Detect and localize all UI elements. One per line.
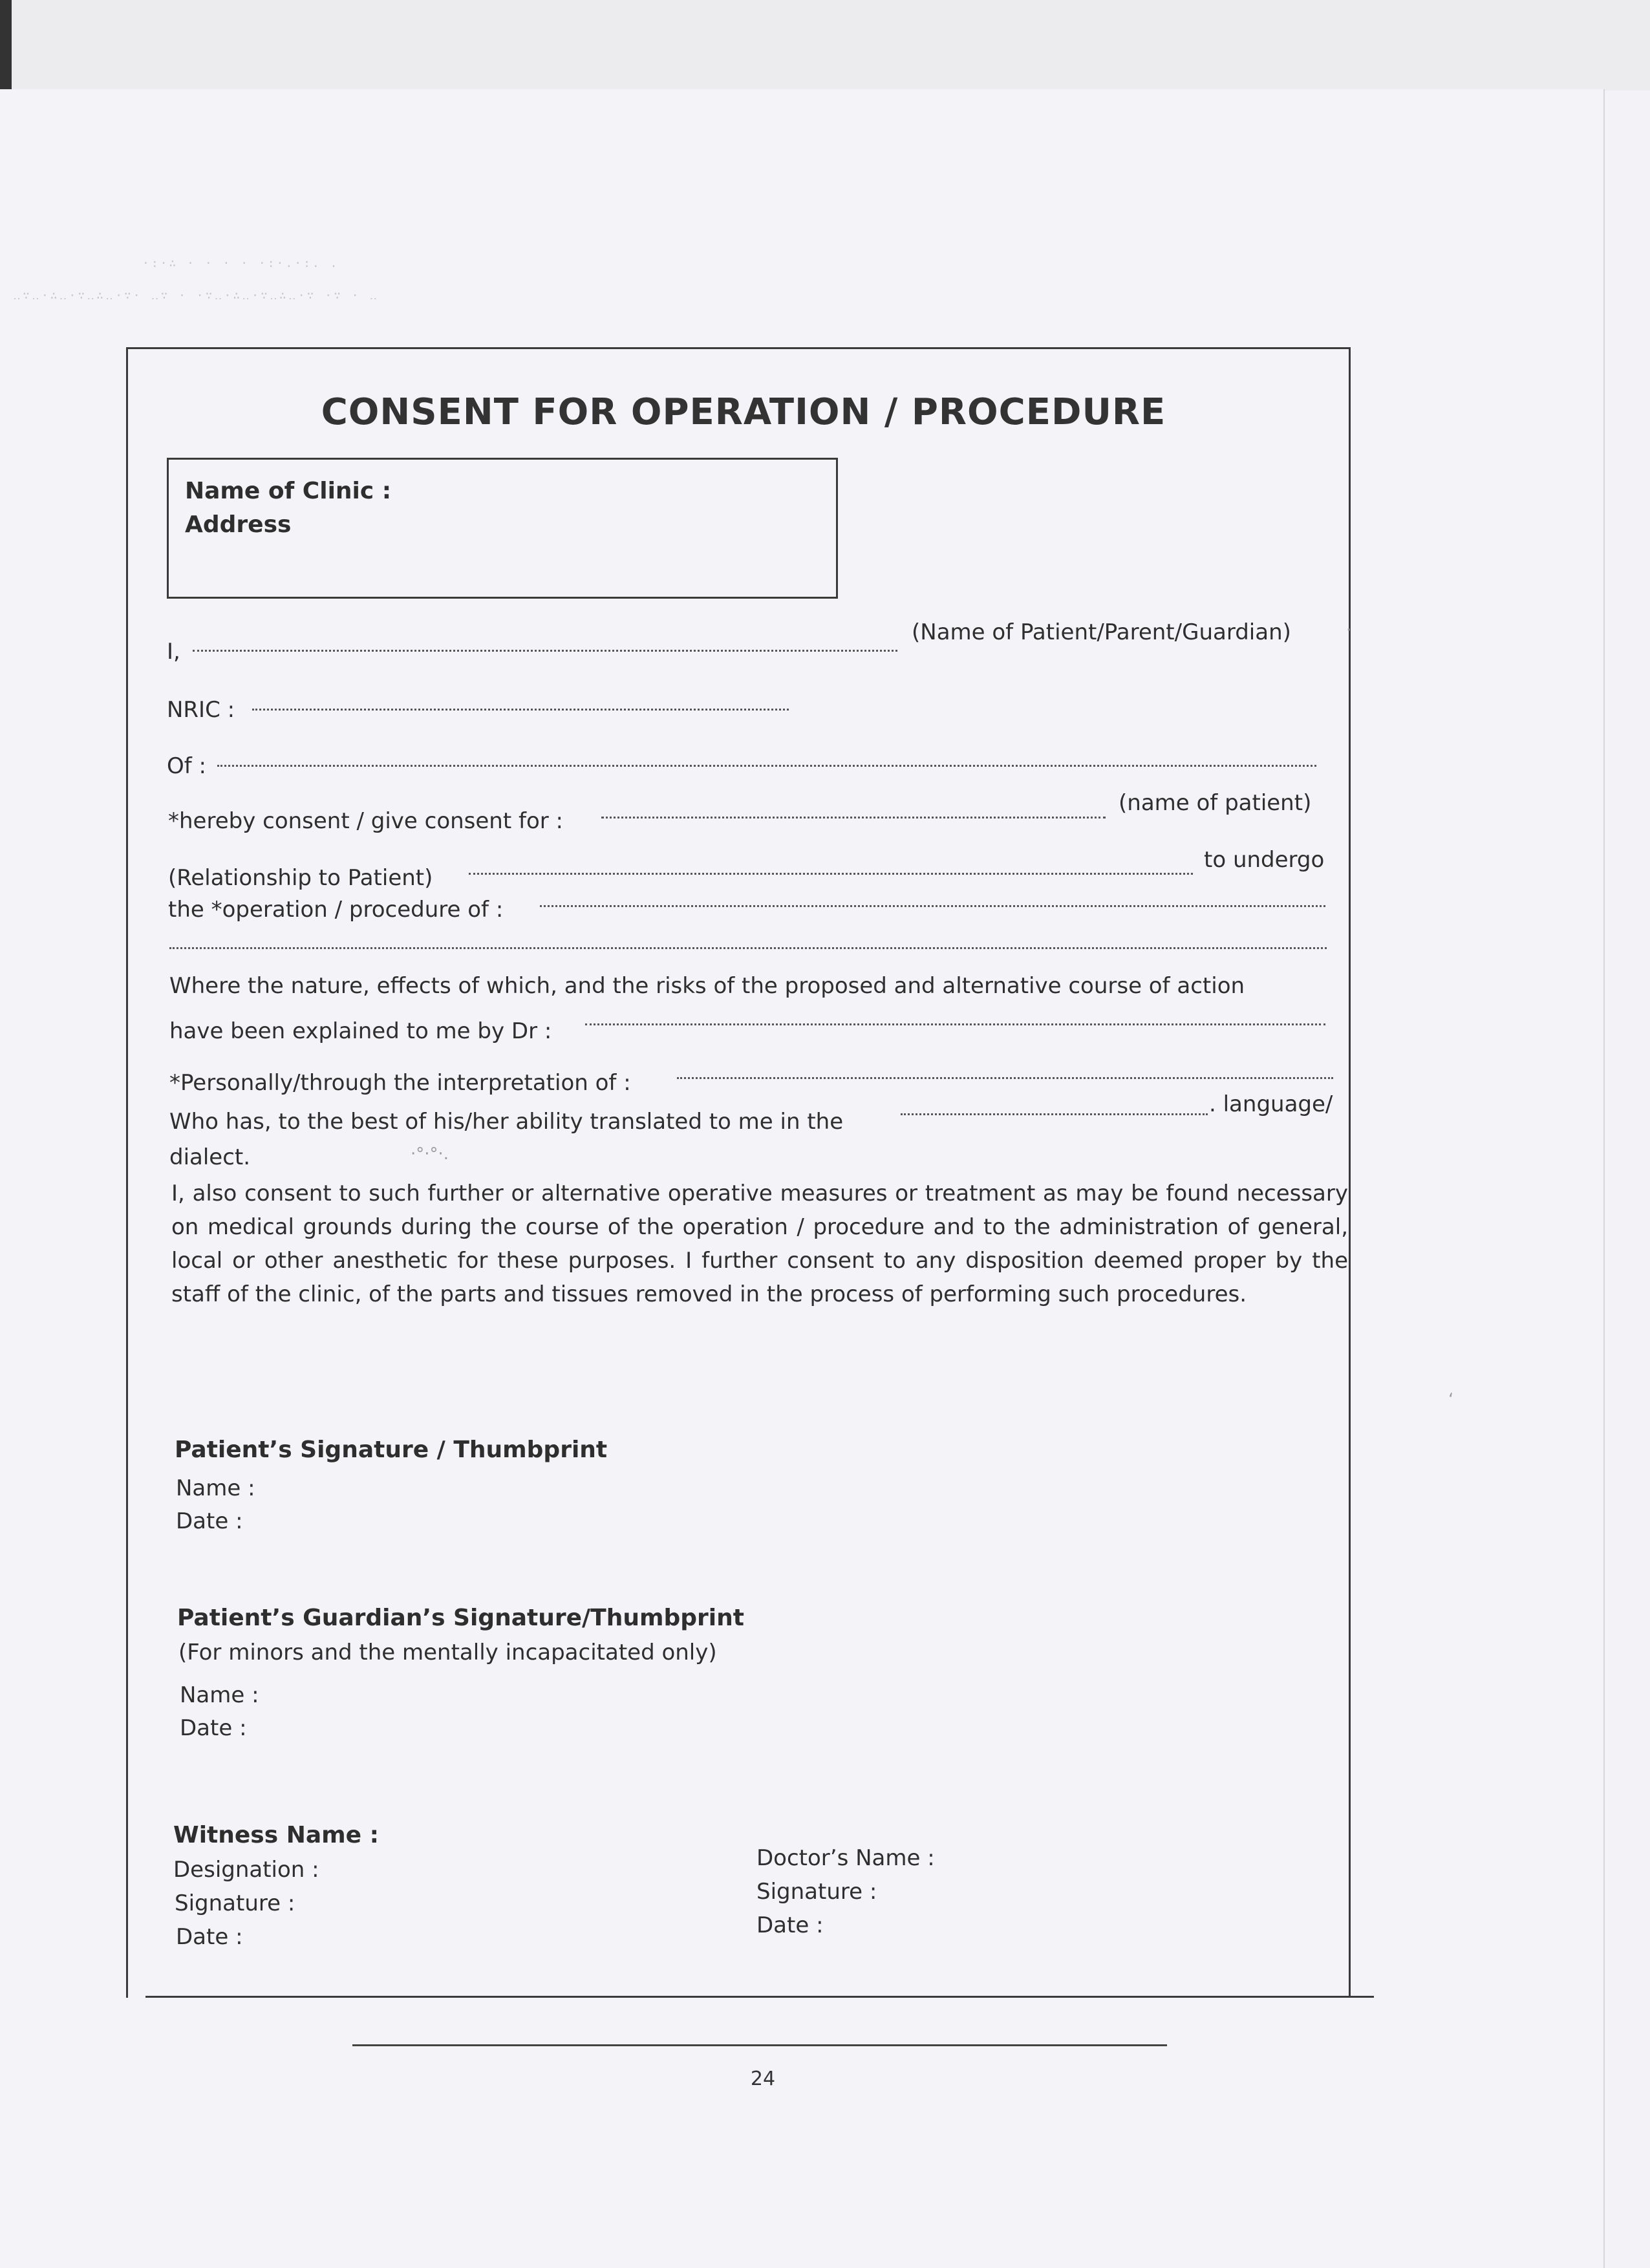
- form-border-bottom: [145, 1996, 1374, 1998]
- of-field[interactable]: [217, 765, 1316, 767]
- explained-by-label: have been explained to me by Dr :: [169, 1018, 552, 1044]
- procedure-label: the *operation / procedure of :: [168, 897, 504, 923]
- i-label: I,: [167, 639, 180, 665]
- consent-for-field[interactable]: [601, 817, 1106, 818]
- guardian-name-label: Name :: [180, 1682, 259, 1708]
- consent-paragraph: I, also consent to such further or alternative operative measures or treatment as may be found necessary on medical grounds during the course of the operation / procedure and to the administration of general, local or other anesthetic for these purposes. I further consent to any disposition deemed proper by the staff of the clinic, of the parts and tissues removed in the process of performing such procedures.: [171, 1181, 1348, 1307]
- nric-field[interactable]: [252, 709, 789, 711]
- consent-suffix: (name of patient): [1119, 790, 1312, 816]
- footer-rule: [352, 2044, 1167, 2046]
- doctor-date-label: Date :: [756, 1912, 824, 1938]
- clinic-info-box: [167, 458, 838, 599]
- of-label: Of :: [167, 753, 206, 779]
- clinic-address-label: Address: [185, 511, 292, 538]
- witness-date-label: Date :: [176, 1924, 243, 1950]
- witness-signature-label: Signature :: [175, 1890, 295, 1916]
- nature-statement: Where the nature, effects of which, and the risks of the proposed and alternative course of action: [169, 973, 1245, 999]
- patient-date-label: Date :: [176, 1508, 243, 1534]
- translated-label: Who has, to the best of his/her ability translated to me in the: [169, 1109, 844, 1135]
- language-field[interactable]: [901, 1113, 1208, 1115]
- relationship-suffix: to undergo: [1204, 847, 1325, 873]
- relationship-field[interactable]: [469, 873, 1193, 875]
- patient-signature-heading: Patient’s Signature / Thumbprint: [175, 1437, 608, 1463]
- page-number: 24: [750, 2068, 776, 2090]
- relationship-label: (Relationship to Patient): [168, 865, 433, 891]
- guardian-signature-heading: Patient’s Guardian’s Signature/Thumbprint: [177, 1605, 744, 1631]
- scanner-bed: [0, 0, 1650, 91]
- clinic-name-label: Name of Clinic :: [185, 478, 392, 504]
- nric-label: NRIC :: [167, 697, 235, 723]
- faded-bleed-through: ·:·∴ · · · · ·:·.·:. . ‥∵‥·∴‥·∵‥∴‥·∵· ‥∵ · ·∵‥·∴‥·∵‥∴‥·∵ ·∵ · ‥: [13, 257, 380, 303]
- guardian-note: (For minors and the mentally incapacitated only): [178, 1640, 717, 1665]
- doctor-signature-label: Signature :: [756, 1879, 877, 1905]
- doctor-name-label: Doctor’s Name :: [756, 1845, 935, 1871]
- witness-designation-label: Designation :: [173, 1857, 319, 1883]
- patient-name-field[interactable]: [193, 650, 897, 652]
- procedure-field-continued[interactable]: [169, 947, 1327, 949]
- procedure-field[interactable]: [540, 905, 1325, 907]
- interpreter-field[interactable]: [677, 1077, 1333, 1079]
- consent-label: *hereby consent / give consent for :: [168, 808, 564, 834]
- patient-name-label: Name :: [176, 1475, 255, 1501]
- scan-speck: ·: [1346, 621, 1352, 640]
- witness-heading: Witness Name :: [173, 1822, 379, 1848]
- patient-name-suffix: (Name of Patient/Parent/Guardian): [912, 619, 1291, 645]
- doctor-explained-field[interactable]: [585, 1023, 1325, 1025]
- form-title: CONSENT FOR OPERATION / PROCEDURE: [321, 391, 1166, 433]
- scanner-edge: [0, 0, 12, 91]
- guardian-date-label: Date :: [180, 1715, 247, 1741]
- scan-speck: ʻ: [1448, 1390, 1454, 1409]
- dialect-label: dialect.: [169, 1144, 251, 1170]
- language-suffix: . language/: [1209, 1091, 1333, 1117]
- interpretation-label: *Personally/through the interpretation of :: [169, 1070, 631, 1096]
- scan-speck: ·°·°·.: [411, 1144, 449, 1164]
